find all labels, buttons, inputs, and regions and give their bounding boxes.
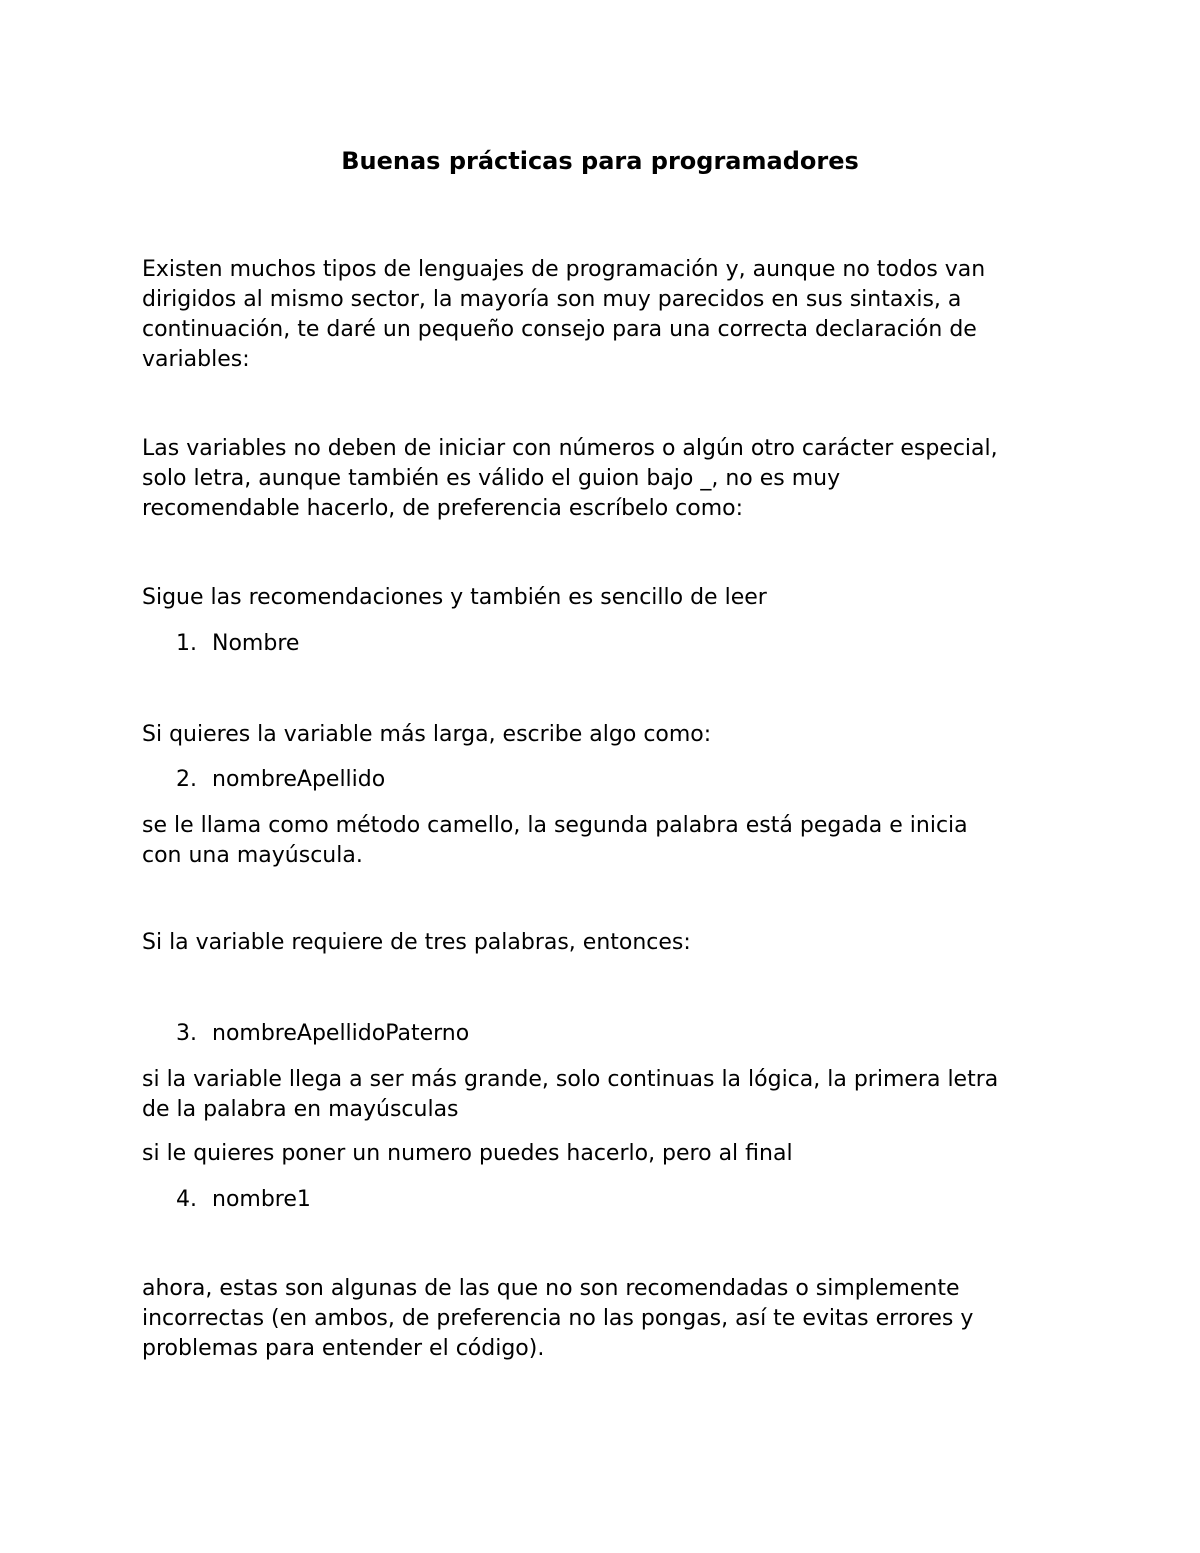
list-item bbox=[176, 1019, 469, 1049]
document-title: Buenas prácticas para programadores bbox=[341, 147, 859, 175]
intro-line: Existen muchos tipos de lenguajes de programación y, aunque no todos van bbox=[142, 257, 986, 282]
number-paragraph: si le quieres poner un numero puedes hacerlo, pero al final bbox=[142, 1141, 793, 1166]
closing-paragraph bbox=[142, 1274, 1072, 1364]
intro-line: variables: bbox=[142, 347, 250, 372]
list-text: nombreApellidoPaterno bbox=[212, 1021, 470, 1046]
rule-line: recomendable hacerlo, de preferencia escríbelo como: bbox=[142, 496, 744, 521]
continue-paragraph bbox=[142, 1065, 1072, 1125]
list-number: 2. bbox=[176, 767, 197, 792]
list-number: 4. bbox=[176, 1187, 197, 1212]
example3-intro: Si la variable requiere de tres palabras, entonces: bbox=[142, 930, 691, 955]
list-number: 1. bbox=[176, 631, 197, 656]
list-text: nombreApellido bbox=[212, 767, 386, 792]
camel-paragraph bbox=[142, 811, 1072, 871]
list-number: 3. bbox=[176, 1021, 197, 1046]
closing-line: incorrectas (en ambos, de preferencia no las pongas, así te evitas errores y bbox=[142, 1306, 974, 1331]
list-text: Nombre bbox=[212, 631, 300, 656]
rule-line: solo letra, aunque también es válido el guion bajo _, no es muy bbox=[142, 466, 841, 491]
intro-paragraph bbox=[142, 255, 1072, 375]
rule-paragraph bbox=[142, 434, 1072, 524]
camel-line: con una mayúscula. bbox=[142, 843, 363, 868]
list-item bbox=[176, 765, 385, 795]
continue-line: si la variable llega a ser más grande, solo continuas la lógica, la primera letra bbox=[142, 1067, 999, 1092]
closing-line: problemas para entender el código). bbox=[142, 1336, 545, 1361]
rule-line: Las variables no deben de iniciar con números o algún otro carácter especial, bbox=[142, 436, 998, 461]
continue-line: de la palabra en mayúsculas bbox=[142, 1097, 459, 1122]
closing-line: ahora, estas son algunas de las que no son recomendadas o simplemente bbox=[142, 1276, 960, 1301]
example1-intro: Sigue las recomendaciones y también es sencillo de leer bbox=[142, 585, 767, 610]
camel-line: se le llama como método camello, la segunda palabra está pegada e inicia bbox=[142, 813, 968, 838]
example2-intro: Si quieres la variable más larga, escribe algo como: bbox=[142, 722, 712, 747]
intro-line: continuación, te daré un pequeño consejo para una correcta declaración de bbox=[142, 317, 977, 342]
list-text: nombre1 bbox=[212, 1187, 311, 1212]
list-item bbox=[176, 1185, 311, 1215]
list-item bbox=[176, 629, 299, 659]
intro-line: dirigidos al mismo sector, la mayoría son muy parecidos en sus sintaxis, a bbox=[142, 287, 962, 312]
